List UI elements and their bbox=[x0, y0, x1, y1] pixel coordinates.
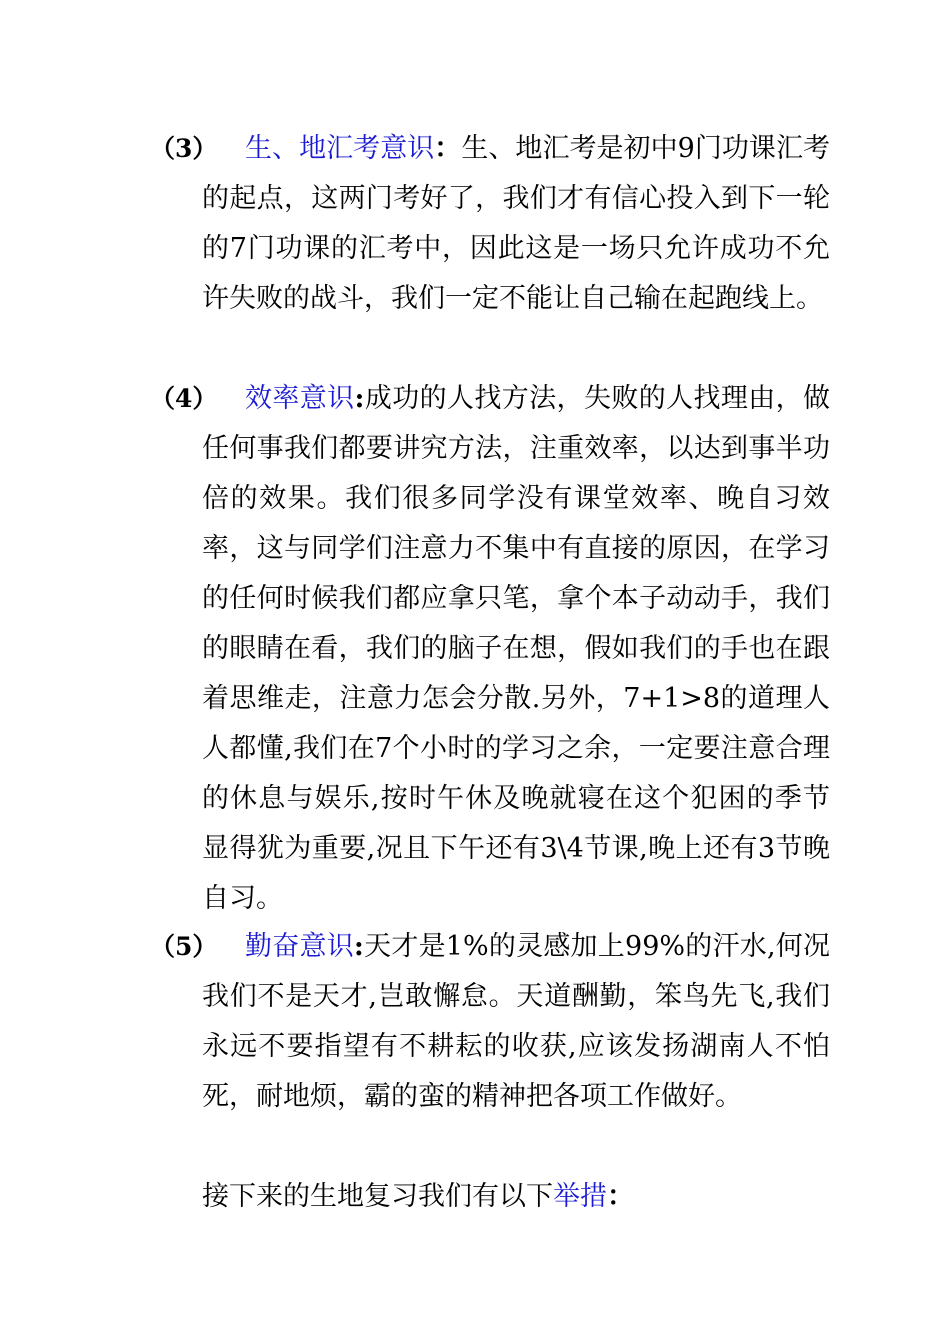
closing-text: 接下来的生地复习我们有以下 bbox=[202, 1181, 553, 1212]
closing-line bbox=[202, 1172, 634, 1222]
item-text: 生、地汇考是初中9门功课汇考的起点，这两门考好了，我们才有信心投入到下一轮的7门功课的汇考中，因此这是一场只允许成功不允许失败的战斗，我们一定不能让自己输在起跑线上。 bbox=[202, 133, 831, 314]
item-body bbox=[202, 374, 830, 924]
list-item-5 bbox=[150, 922, 830, 1122]
item-marker: （3） bbox=[150, 134, 218, 163]
list-item-3 bbox=[150, 124, 830, 324]
closing-colon: ： bbox=[607, 1181, 634, 1212]
item-marker: （4） bbox=[150, 384, 218, 413]
item-text: 天才是1%的灵感加上99%的汗水,何况我们不是天才,岂敢懈怠。天道酬勤，笨鸟先飞,我们永远不要指望有不耕耘的收获,应该发扬湖南人不怕死，耐地烦，霸的蛮的精神把各项工作做好。 bbox=[202, 931, 830, 1112]
item-body bbox=[202, 922, 830, 1122]
item-colon: : bbox=[354, 383, 365, 414]
item-colon: : bbox=[353, 931, 364, 962]
item-body bbox=[202, 124, 830, 324]
item-colon: ： bbox=[434, 133, 462, 164]
item-keyword: 勤奋意识 bbox=[245, 931, 354, 962]
item-keyword: 效率意识 bbox=[245, 383, 355, 414]
item-keyword: 生、地汇考意识 bbox=[245, 133, 435, 164]
closing-keyword: 举措 bbox=[553, 1181, 607, 1212]
list-item-4 bbox=[150, 374, 830, 924]
item-text: 成功的人找方法，失败的人找理由，做任何事我们都要讲究方法，注重效率，以达到事半功倍的效果。我们很多同学没有课堂效率、晚自习效率，这与同学们注意力不集中有直接的原因，在学习的任何时候我们都应拿只笔，拿个本子动动手，我们的眼睛在看，我们的脑子在想，假如我们的手也在跟着思维走，注意力怎会分散.另外，7+1>8的道理人人都懂,我们在7个小时的学习之余，一定要注意合理的休息与娱乐,按时午休及晚就寝在这个犯困的季节显得犹为重要,况且下午还有3\4节课,晚上还有3节晚自习。 bbox=[202, 383, 831, 914]
item-marker: （5） bbox=[150, 932, 218, 961]
